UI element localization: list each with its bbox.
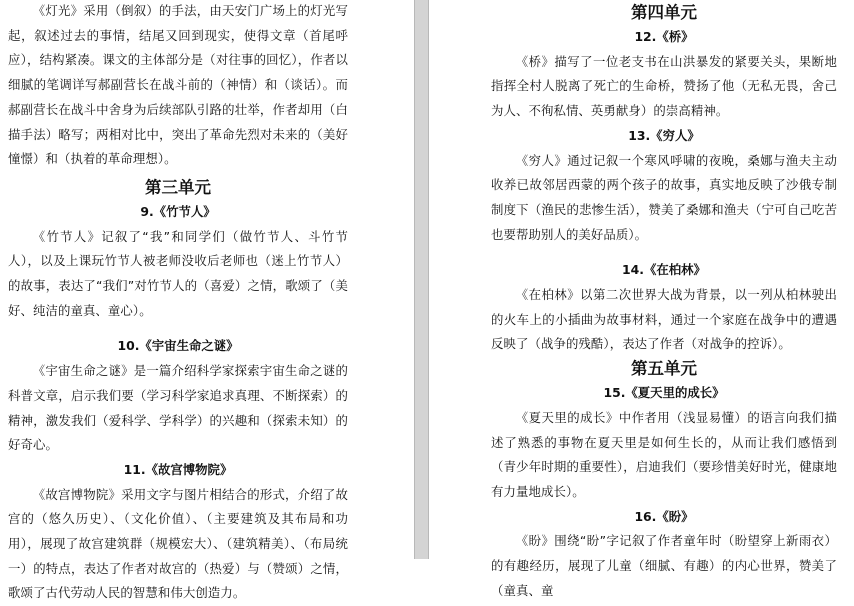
page-gutter xyxy=(414,0,429,559)
paragraph-spacer xyxy=(491,247,837,258)
paragraph-spacer xyxy=(8,323,348,334)
lesson-13-title: 13.《穷人》 xyxy=(628,127,700,143)
lesson-10-title: 10.《宇宙生命之谜》 xyxy=(117,338,239,354)
unit-3-heading: 第三单元 xyxy=(145,177,211,197)
right-document-page xyxy=(429,0,854,598)
lesson-14-paragraph: 《在柏林》以第二次世界大战为背景，以一列从柏林驶出的火车上的小插曲为故事材料，通过一个家庭在战争中的遭遇反映了（战争的残酷），表达了作者（对战争的控诉）。 xyxy=(491,287,837,352)
lesson-16-title: 16.《盼》 xyxy=(634,508,694,524)
lesson-12-paragraph: 《桥》描写了一位老支书在山洪暴发的紧要关头，果断地指挥全村人脱离了死亡的生命桥，赞扬了他（无私无畏，舍己为人、不徇私情、英勇献身）的崇高精神。 xyxy=(491,53,837,119)
right-page-content xyxy=(491,0,837,603)
lesson-11-title: 11.《故宫博物院》 xyxy=(123,461,233,477)
lesson-15-title: 15.《夏天里的成长》 xyxy=(603,385,725,401)
unit-5-heading: 第五单元 xyxy=(631,359,697,379)
lesson-9-paragraph: 《竹节人》记叙了“我”和同学们（做竹节人、斗竹节人），以及上课玩竹节人被老师没收后老师也（迷上竹节人）的故事，表达了“我们”对竹节人的（喜爱）之情，歌颂了（美好、纯洁的童真、童心）。 xyxy=(8,228,348,318)
lesson-16-paragraph: 《盼》围绕“盼”字记叙了作者童年时（盼望穿上新雨衣）的有趣经历，展现了儿童（细腻、有趣）的内心世界，赞美了（童真、童 xyxy=(491,533,837,598)
left-page-content xyxy=(8,0,348,606)
lesson-9-title: 9.《竹节人》 xyxy=(140,203,216,219)
lesson-15-paragraph: 《夏天里的成长》中作者用（浅显易懂）的语言向我们描述了熟悉的事物在夏天里是如何生长的，从而让我们感悟到（青少年时期的重要性），启迪我们（要珍惜美好时光，健康地有力量地成长）。 xyxy=(491,409,837,499)
intro-paragraph: 《灯光》采用（倒叙）的手法，由天安门广场上的灯光写起，叙述过去的事情，结尾又回到现实，使得文章（首尾呼应），结构紧凑。课文的主体部分是（对往事的回忆），作者以细腻的笔调详写郝副营长在战斗前的（神情）和（谈话）。而郝副营长在战斗中舍身为后续部队引路的壮举，作者却用（白描手法）略写；两相对比中，突出了革命先烈对未来的（美好憧憬）和（执着的革命理想）。 xyxy=(8,3,348,167)
lesson-13-paragraph: 《穷人》通过记叙一个寒风呼啸的夜晚，桑娜与渔夫主动收养已故邻居西蒙的两个孩子的故事，真实地反映了沙俄专制制度下（渔民的悲惨生活），赞美了桑娜和渔夫（宁可自己吃苦也要帮助别人的美好品质）。 xyxy=(491,152,837,242)
unit-4-heading: 第四单元 xyxy=(631,3,697,22)
lesson-12-title: 12.《桥》 xyxy=(634,29,694,44)
lesson-10-paragraph: 《宇宙生命之谜》是一篇介绍科学家探索宇宙生命之谜的科普文章，启示我们要（学习科学家追求真理、不断探索）的精神，激发我们（爱科学、学科学）的兴趣和（探索未知）的好奇心。 xyxy=(8,363,348,453)
lesson-14-title: 14.《在柏林》 xyxy=(622,262,706,278)
lesson-11-paragraph: 《故宫博物院》采用文字与图片相结合的形式，介绍了故宫的（悠久历史）、（文化价值）、（主要建筑及其布局和功用），展现了故宫建筑群（规模宏大）、（建筑精美）、（布局统一）的特点，表达了作者对故宫的（热爱）与（赞颂）之情，歌颂了古代劳动人民的智慧和伟大创造力。 xyxy=(8,486,348,601)
left-document-page xyxy=(0,0,414,601)
